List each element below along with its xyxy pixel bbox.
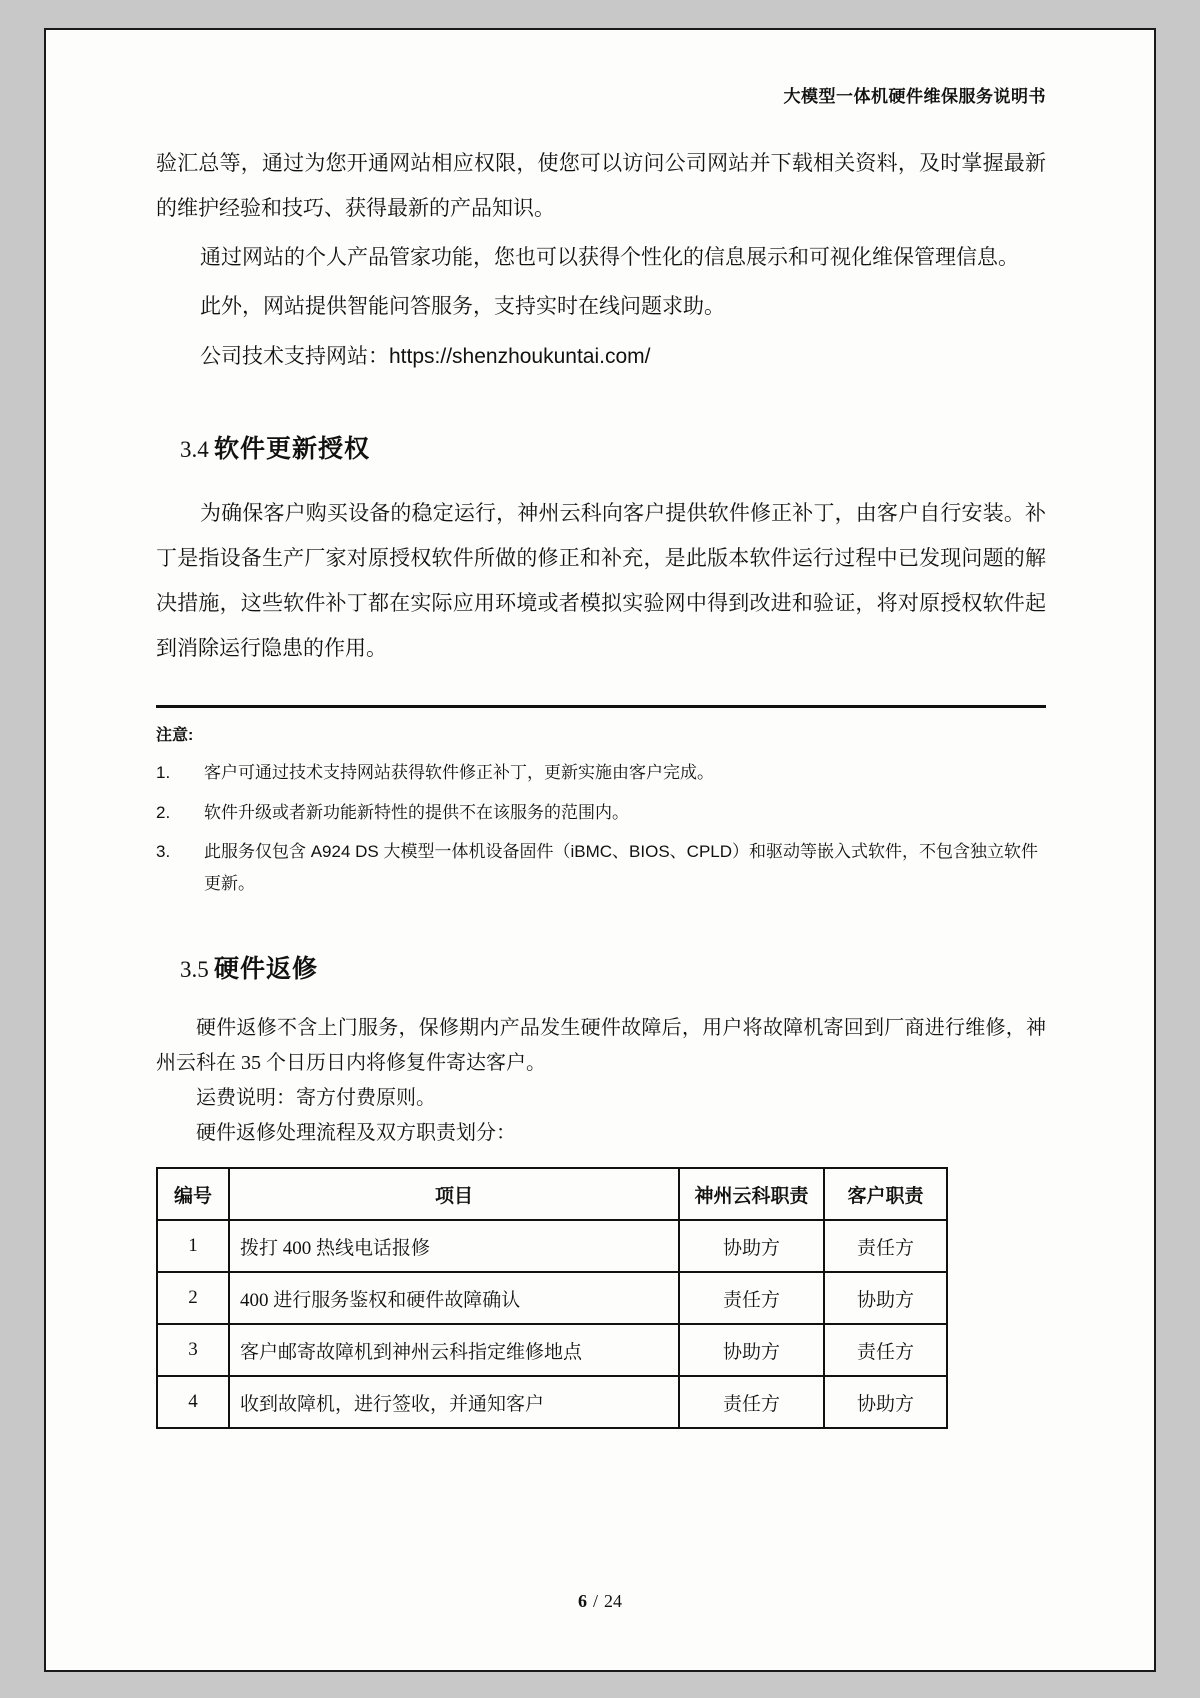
section-number-3-4: 3.4 — [180, 436, 209, 462]
section-3-5-paragraph-3: 硬件返修处理流程及双方职责划分： — [196, 1122, 516, 1145]
section-title-3-5: 硬件返修 — [214, 955, 319, 984]
cell-num: 4 — [157, 1376, 229, 1428]
footer-current-page: 6 — [577, 1591, 587, 1611]
table-row — [157, 1324, 947, 1376]
table-header-row — [157, 1168, 947, 1220]
cell-item: 拨打 400 热线电话报修 — [229, 1220, 679, 1272]
note-item-text: 软件升级或者新功能新特性的提供不在该服务的范围内。 — [204, 802, 629, 822]
note-box — [156, 705, 1046, 899]
section-heading-3-4 — [156, 429, 1046, 465]
cell-vendor-responsibility: 责任方 — [679, 1376, 824, 1428]
table-row — [157, 1220, 947, 1272]
note-item-index: 1. — [156, 763, 171, 783]
cell-item: 收到故障机，进行签收，并通知客户 — [229, 1376, 679, 1428]
table-row — [157, 1272, 947, 1324]
footer-total-pages: 24 — [604, 1591, 622, 1611]
cell-customer-responsibility: 协助方 — [824, 1376, 947, 1428]
cell-num: 2 — [157, 1272, 229, 1324]
cell-customer-responsibility: 协助方 — [824, 1272, 947, 1324]
paragraph-3: 此外，网站提供智能问答服务，支持实时在线问题求助。 — [200, 295, 725, 319]
note-list-item — [156, 836, 1046, 899]
note-list-item — [156, 797, 1046, 828]
cell-vendor-responsibility: 责任方 — [679, 1272, 824, 1324]
table-header-cell-num: 编号 — [157, 1168, 229, 1220]
page-footer — [46, 1591, 1154, 1612]
cell-num: 3 — [157, 1324, 229, 1376]
document-header-title: 大模型一体机硬件维保服务说明书 — [783, 87, 1046, 106]
footer-separator: / — [592, 1591, 598, 1611]
note-item-text: 此服务仅包含 A924 DS 大模型一体机设备固件（iBMC、BIOS、CPLD）和驱动等嵌入式软件，不包含独立软件更新。 — [204, 842, 1039, 893]
table-row — [157, 1376, 947, 1428]
cell-customer-responsibility: 责任方 — [824, 1324, 947, 1376]
cell-num: 1 — [157, 1220, 229, 1272]
paragraph-1: 验汇总等，通过为您开通网站相应权限，使您可以访问公司网站并下载相关资料，及时掌握最新的维护经验和技巧、获得最新的产品知识。 — [156, 152, 1046, 221]
note-list-item — [156, 757, 1046, 788]
section-number-3-5: 3.5 — [180, 957, 209, 983]
paragraph-2: 通过网站的个人产品管家功能，您也可以获得个性化的信息展示和可视化维保管理信息。 — [200, 246, 1019, 270]
cell-item: 400 进行服务鉴权和硬件故障确认 — [229, 1272, 679, 1324]
table-header-cell-item: 项目 — [229, 1168, 679, 1220]
document-page — [44, 28, 1156, 1672]
note-item-index: 2. — [156, 802, 171, 822]
support-website-line: 公司技术支持网站：https://shenzhoukuntai.com/ — [200, 344, 651, 368]
section-title-3-4: 软件更新授权 — [214, 434, 371, 463]
table-header-cell-vendor: 神州云科职责 — [679, 1168, 824, 1220]
page-content — [156, 82, 1046, 1429]
cell-vendor-responsibility: 协助方 — [679, 1324, 824, 1376]
note-divider — [156, 705, 1046, 708]
section-3-5-paragraph-1: 硬件返修不含上门服务，保修期内产品发生硬件故障后，用户将故障机寄回到厂商进行维修，神州云科在 35 个日历日内将修复件寄达客户。 — [156, 1017, 1046, 1075]
table-header-cell-customer: 客户职责 — [824, 1168, 947, 1220]
cell-customer-responsibility: 责任方 — [824, 1220, 947, 1272]
section-3-4-paragraph: 为确保客户购买设备的稳定运行，神州云科向客户提供软件修正补丁，由客户自行安装。补丁是指设备生产厂家对原授权软件所做的修正和补充，是此版本软件运行过程中已发现问题的解决措施，这些软件补丁都在实际应用环境或者模拟实验网中得到改进和验证，将对原授权软件起到消除运行隐患的作用。 — [156, 501, 1046, 661]
note-item-index: 3. — [156, 842, 171, 862]
cell-vendor-responsibility: 协助方 — [679, 1220, 824, 1272]
note-label: 注意: — [156, 727, 194, 745]
note-item-text: 客户可通过技术支持网站获得软件修正补丁，更新实施由客户完成。 — [204, 763, 714, 783]
section-heading-3-5 — [156, 949, 1046, 985]
section-3-5-paragraph-2: 运费说明：寄方付费原则。 — [196, 1087, 436, 1110]
cell-item: 客户邮寄故障机到神州云科指定维修地点 — [229, 1324, 679, 1376]
repair-process-table — [156, 1167, 948, 1429]
